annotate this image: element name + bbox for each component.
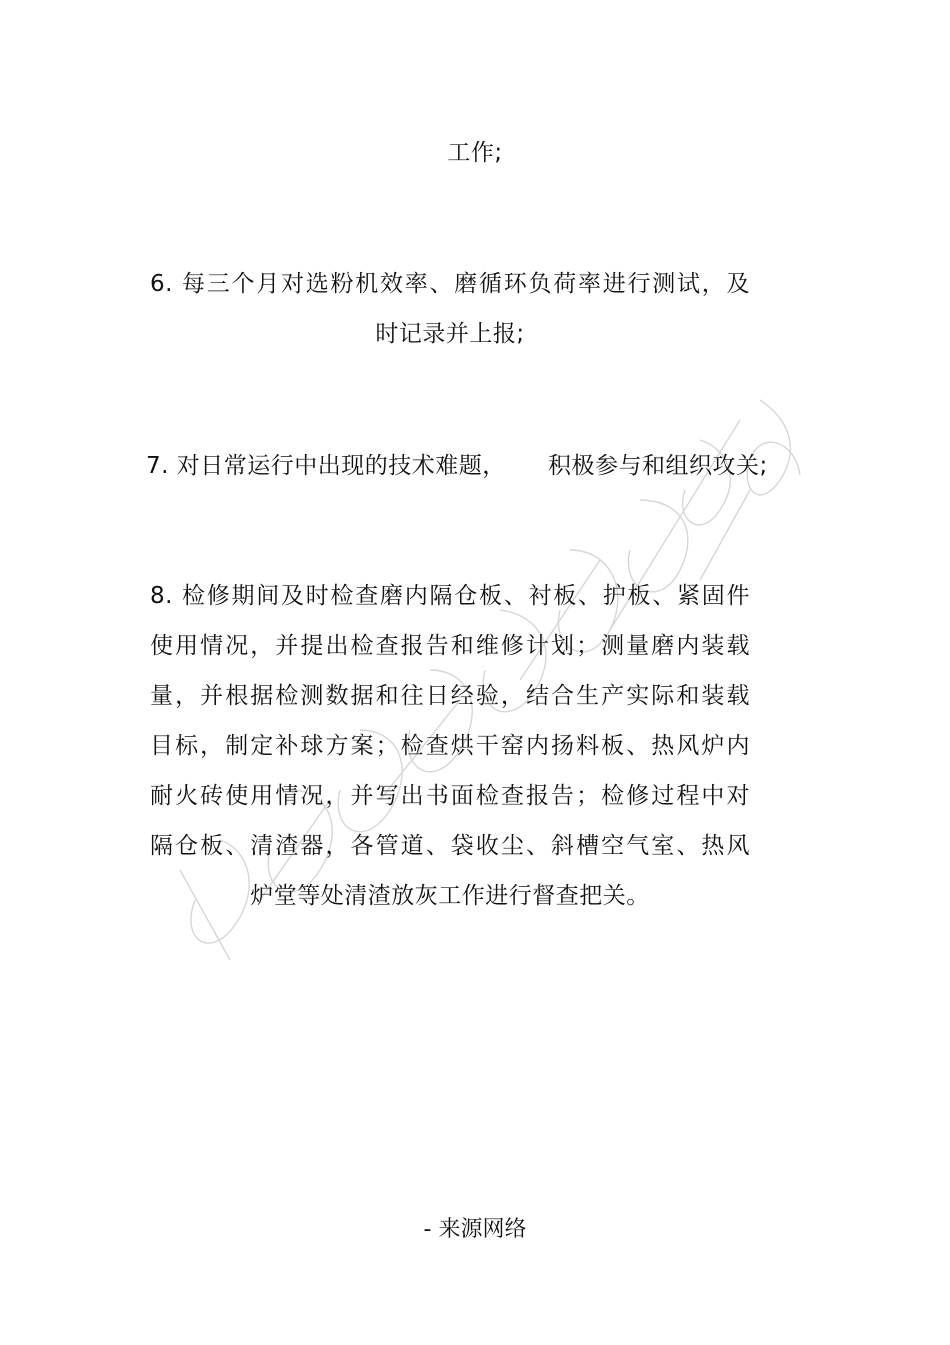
item-8-line: 耐火砖使用情况，并写出书面检查报告；检修过程中对 bbox=[150, 783, 750, 809]
item-7-part-2: 积极参与和组织攻关; bbox=[548, 453, 768, 479]
continued-text: 工作; bbox=[447, 140, 503, 166]
item-8-line: 8. 检修期间及时检查磨内隔仓板、衬板、护板、紧固件 bbox=[150, 583, 750, 609]
item-8-line: 使用情况，并提出检查报告和维修计划；测量磨内装载 bbox=[150, 633, 750, 659]
item-8-line: 量，并根据检测数据和往日经验，结合生产实际和装载 bbox=[150, 683, 750, 709]
item-8-line: 炉堂等处清渣放灰工作进行督查把关。 bbox=[250, 883, 650, 909]
item-7-part-1: 7. 对日常运行中出现的技术难题， bbox=[146, 453, 506, 479]
item-8 bbox=[150, 571, 750, 921]
item-6-line-2: 时记录并上报; bbox=[375, 321, 525, 347]
item-8-line: 目标，制定补球方案；检查烘干窑内扬料板、热风炉内 bbox=[150, 733, 750, 759]
item-6 bbox=[150, 259, 750, 359]
item-6-line-1: 6. 每三个月对选粉机效率、磨循环负荷率进行测试，及 bbox=[150, 271, 750, 297]
item-8-line: 隔仓板、清渣器，各管道、袋收尘、斜槽空气室、热风 bbox=[150, 833, 750, 859]
page-footer: - 来源网络 bbox=[423, 1217, 527, 1242]
